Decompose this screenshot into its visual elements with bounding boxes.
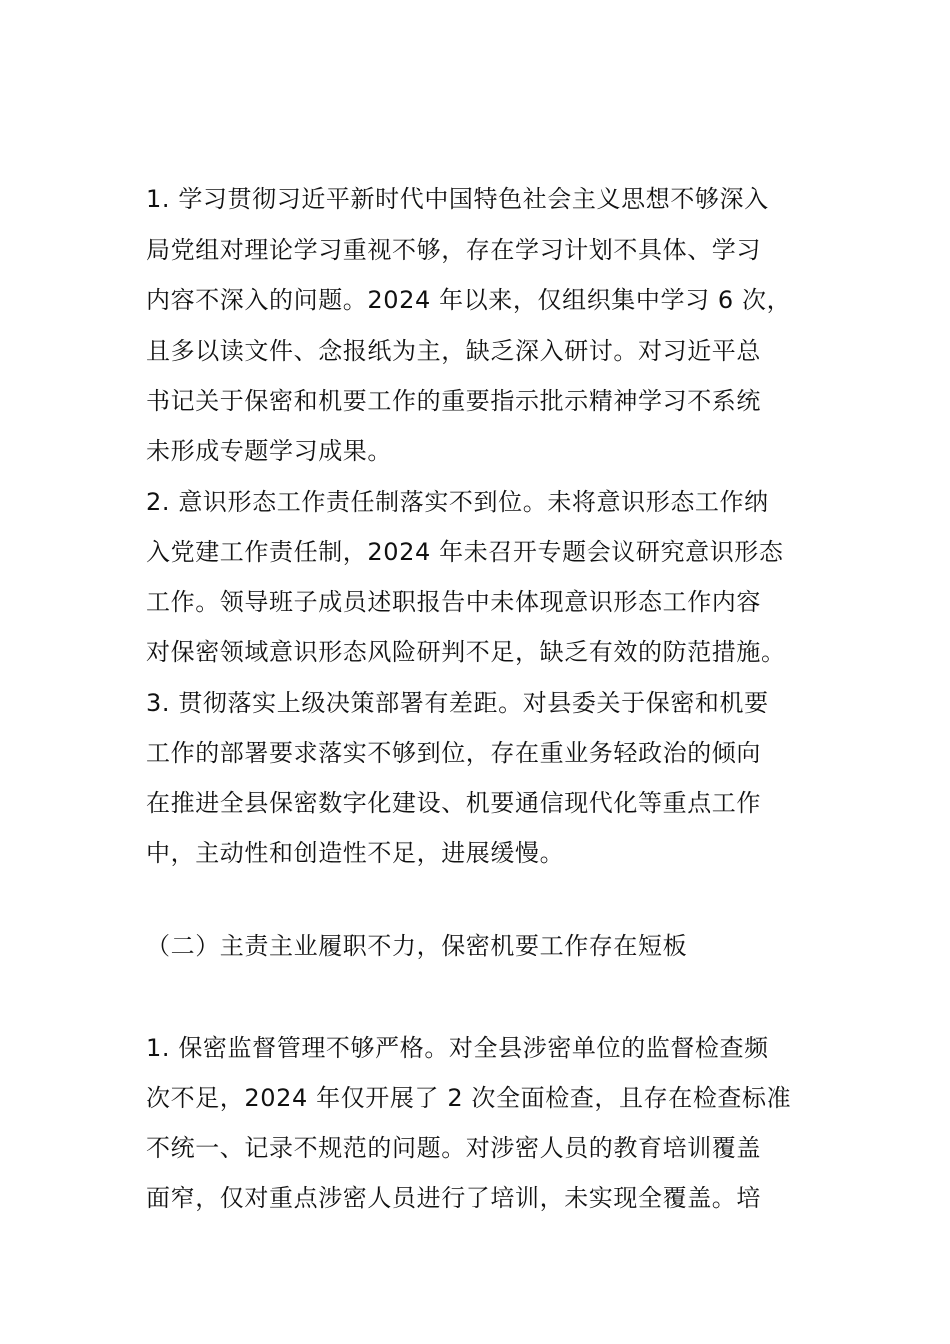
text-line: 1. 学习贯彻习近平新时代中国特色社会主义思想不够深入 [146,185,769,213]
text-line: 中，主动性和创造性不足，进展缓慢。 [146,839,565,867]
text-line: 工作。领导班子成员述职报告中未体现意识形态工作内容 [146,588,761,616]
text-line: 内容不深入的问题。2024 年以来，仅组织集中学习 6 次， [146,286,792,314]
text-line: 1. 保密监督管理不够严格。对全县涉密单位的监督检查频 [146,1034,769,1062]
text-line: 入党建工作责任制，2024 年未召开专题会议研究意识形态 [146,538,784,566]
text-line: 3. 贯彻落实上级决策部署有差距。对县委关于保密和机要 [146,689,769,717]
text-line: 书记关于保密和机要工作的重要指示批示精神学习不系统 [146,387,761,415]
text-line: 未形成专题学习成果。 [146,437,392,465]
section-heading: （二）主责主业履职不力，保密机要工作存在短板 [146,932,688,960]
text-line: 面窄，仅对重点涉密人员进行了培训，未实现全覆盖。培 [146,1184,761,1212]
text-line: 局党组对理论学习重视不够，存在学习计划不具体、学习 [146,236,761,264]
text-line: 2. 意识形态工作责任制落实不到位。未将意识形态工作纳 [146,488,769,516]
text-line: 对保密领域意识形态风险研判不足，缺乏有效的防范措施。 [146,638,786,666]
text-line: 在推进全县保密数字化建设、机要通信现代化等重点工作 [146,789,761,817]
text-line: 不统一、记录不规范的问题。对涉密人员的教育培训覆盖 [146,1134,761,1162]
text-line: 次不足，2024 年仅开展了 2 次全面检查，且存在检查标准 [146,1084,792,1112]
text-line: 且多以读文件、念报纸为主，缺乏深入研讨。对习近平总 [146,337,761,365]
text-line: 工作的部署要求落实不够到位，存在重业务轻政治的倾向 [146,739,761,767]
